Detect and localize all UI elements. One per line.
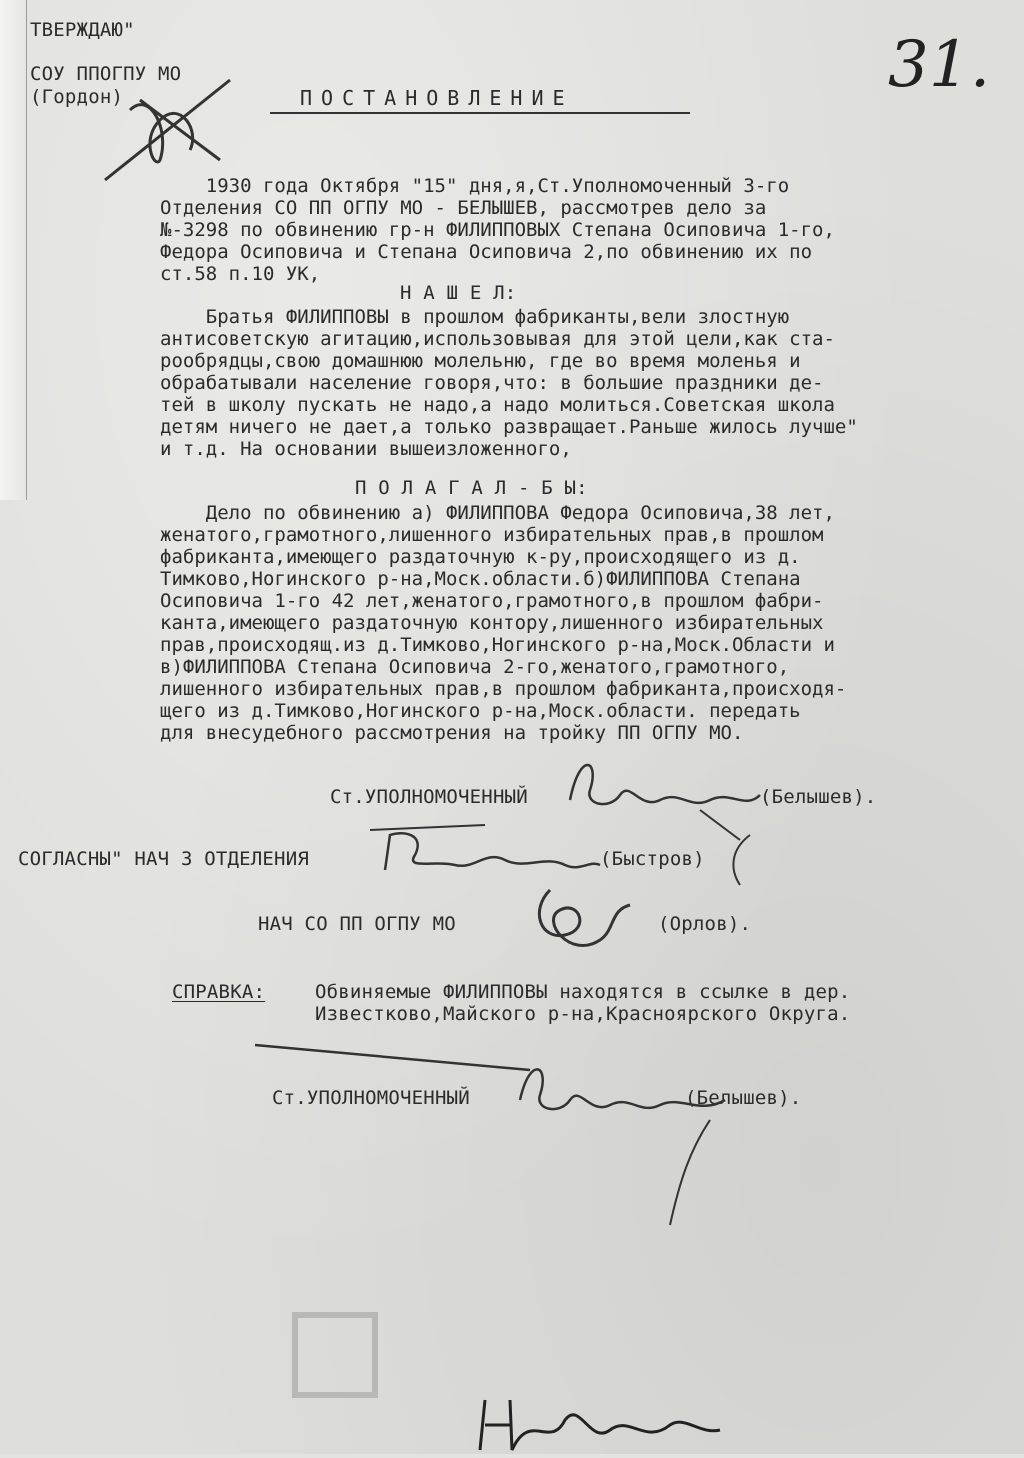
title-underline	[270, 112, 690, 114]
decided-line: фабриканта,имеющего раздаточную к-ру,происходящего из д.	[160, 546, 801, 568]
bottom-handwriting	[470, 1390, 730, 1458]
final-officer-signature	[510, 1040, 770, 1244]
decided-line: щего из д.Тимково,Ногинского р-на,Моск.области. передать	[160, 700, 801, 722]
found-line: рообрядцы,свою домашнюю молельню, где во время моленья и	[160, 350, 801, 372]
pen-stroke	[250, 1040, 550, 1084]
final-officer-name: (Белышев).	[685, 1087, 802, 1109]
officer-title: Ст.УПОЛНОМОЧЕННЫЙ	[330, 786, 528, 808]
found-line: детям ничего не дает,а только развращает.Раньше жилось лучше"	[160, 416, 858, 438]
found-line: обрабатывали население говоря,что: в большие праздники де-	[160, 372, 824, 394]
decided-line: Осиповича 1-го 42 лет,женатого,грамотного,в прошлом фабри-	[160, 590, 824, 612]
decided-line: женатого,грамотного,лишенного избирательных прав,в прошлом	[160, 524, 824, 546]
intro-line: Отделения СО ПП ОГПУ МО - БЕЛЫШЕВ, рассмотрев дело за	[160, 197, 767, 219]
decided-line: Тимково,Ногинского р-на,Моск.области.б)ФИЛИППОВА Степана	[160, 568, 801, 590]
final-officer-title: Ст.УПОЛНОМОЧЕННЫЙ	[272, 1087, 470, 1109]
note-label: СПРАВКА:	[172, 981, 266, 1003]
note-line-1: Обвиняемые ФИЛИППОВЫ находятся в ссылке в дер.	[315, 981, 851, 1003]
head-title: НАЧ СО ПП ОГПУ МО	[258, 913, 456, 935]
agreed-title: СОГЛАСНЫ" НАЧ 3 ОТДЕЛЕНИЯ	[18, 848, 309, 870]
approval-line-3: (Гордон)	[30, 86, 124, 108]
decided-heading: П О Л А Г А Л - Б Ы:	[355, 477, 588, 499]
found-line: Братья ФИЛИППОВЫ в прошлом фабриканты,вели злостную	[160, 306, 790, 328]
decided-line: прав,происходящ.из д.Тимково,Ногинского р-на,Моск.Области и	[160, 634, 835, 656]
agreed-bracket-mark	[720, 830, 760, 894]
document-title: ПОСТАНОВЛЕНИЕ	[300, 86, 574, 110]
found-line: антисоветскую агитацию,использовывая для этой цели,как ста-	[160, 328, 835, 350]
decided-line: Дело по обвинению а) ФИЛИППОВА Федора Осиповича,38 лет,	[160, 502, 835, 524]
note-line-2: Известково,Майского р-на,Красноярского Округа.	[315, 1003, 851, 1025]
head-name: (Орлов).	[658, 913, 752, 935]
intro-line: 1930 года Октября "15" дня,я,Ст.Уполномоченный 3-го	[160, 175, 790, 197]
officer-name: (Белышев).	[760, 786, 877, 808]
approval-line-2: СОУ ППОГПУ МО	[30, 63, 182, 85]
agreed-name: (Быстров)	[600, 848, 705, 870]
found-line: и т.д. На основании вышеизложенного,	[160, 438, 572, 460]
intro-line: №-3298 по обвинению гр-н ФИЛИППОВЫХ Степана Осиповича 1-го,	[160, 219, 835, 241]
intro-line: ст.58 п.10 УК,	[160, 263, 321, 285]
page-number: 31.	[888, 28, 991, 102]
decided-line: для внесудебного рассмотрения на тройку ПП ОГПУ МО.	[160, 722, 744, 744]
head-signature	[510, 880, 650, 984]
decided-line: канта,имеющего раздаточную контору,лишенного избирательных	[160, 612, 824, 634]
decided-line: лишенного избирательных прав,в прошлом фабриканта,происходя-	[160, 678, 847, 700]
decided-line: в)ФИЛИППОВА Степана Осиповича 2-го,женатого,грамотного,	[160, 656, 790, 678]
approval-line-1: ТВЕРЖДАЮ"	[30, 19, 135, 41]
faded-stamp	[290, 1310, 380, 1404]
page-edge	[0, 0, 27, 500]
found-line: тей в школу пускать не надо,а надо молиться.Советская школа	[160, 394, 835, 416]
intro-line: Федора Осиповича и Степана Осиповича 2,по обвинению их по	[160, 241, 813, 263]
found-heading: Н А Ш Е Л:	[400, 282, 517, 304]
